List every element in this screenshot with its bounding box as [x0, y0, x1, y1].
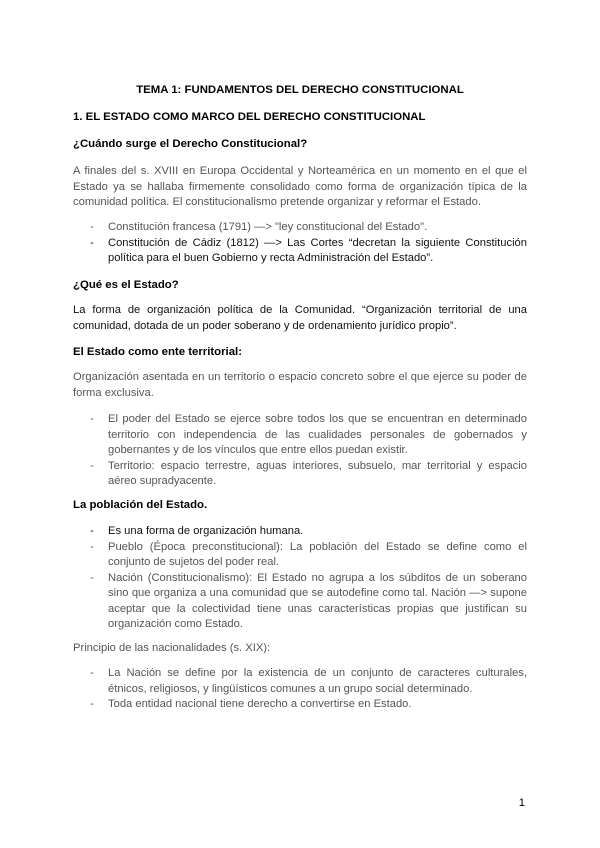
- list-item: - Constitución francesa (1791) —> "ley constitucional del Estado".: [90, 221, 428, 233]
- list-item: - Nación (Constitucionalismo): El Estado no agrupa a los súbditos de un soberano sino que organiza a una comunidad que se autodefine como tal. Nación —> supone aceptar que la colectividad tiene unas características propias que justifican su organización como Estado.: [90, 571, 527, 630]
- heading-principio: Principio de las nacionalidades (s. XIX):: [73, 642, 271, 654]
- heading-que: ¿Qué es el Estado?: [73, 279, 179, 291]
- list-principio: [73, 666, 527, 713]
- list-item: - El poder del Estado se ejerce sobre todos los que se encuentran en determinado territorio con independencia de las cualidades personales de gobernados y gobernantes y de los vínculos que entre ellos puedan existir.: [90, 413, 527, 456]
- list-item: - La Nación se define por la existencia de un conjunto de caracteres culturales, étnicos, religiosos, y lingüísticos comunes a un grupo social determinado.: [90, 667, 527, 695]
- section-heading: 1. EL ESTADO COMO MARCO DEL DERECHO CONSTITUCIONAL: [73, 111, 426, 123]
- heading-poblacion: La población del Estado.: [73, 499, 208, 511]
- list-item: - Constitución de Cádiz (1812) —> Las Cortes “decretan la siguiente Constitución política para el buen Gobierno y recta Administración del Estado”.: [90, 236, 527, 264]
- heading-ente: El Estado como ente territorial:: [73, 346, 242, 358]
- list-item: - Territorio: espacio terrestre, aguas interiores, subsuelo, mar territorial y espacio aéreo supradyacente.: [90, 459, 527, 487]
- heading-cuando: ¿Cuándo surge el Derecho Constitucional?: [73, 138, 308, 150]
- document-title: TEMA 1: FUNDAMENTOS DEL DERECHO CONSTITUCIONAL: [136, 84, 464, 96]
- list-item: - Toda entidad nacional tiene derecho a convertirse en Estado.: [90, 698, 412, 710]
- list-poblacion: [73, 524, 527, 633]
- paragraph-cuando: A finales del s. XVIII en Europa Occidental y Norteamérica en un momento en el que el Estado ya se hallaba firmemente consolidado como forma de organización típica de la comunidad política. El constitucionalismo pretende organizar y reformar el Estado.: [73, 165, 527, 208]
- list-item: - Es una forma de organización humana.: [90, 525, 304, 537]
- list-constituciones: [73, 220, 527, 267]
- list-ente: [73, 412, 527, 490]
- list-item: - Pueblo (Época preconstitucional): La población del Estado se define como el conjunto de sujetos del poder real.: [90, 540, 527, 568]
- paragraph-ente: Organización asentada en un territorio o espacio concreto sobre el que ejerce su poder de forma exclusiva.: [73, 371, 527, 399]
- page-number: 1: [518, 797, 525, 809]
- paragraph-que: La forma de organización política de la Comunidad. “Organización territorial de una comunidad, dotada de un poder soberano y de ordenamiento jurídico propio”.: [73, 304, 527, 332]
